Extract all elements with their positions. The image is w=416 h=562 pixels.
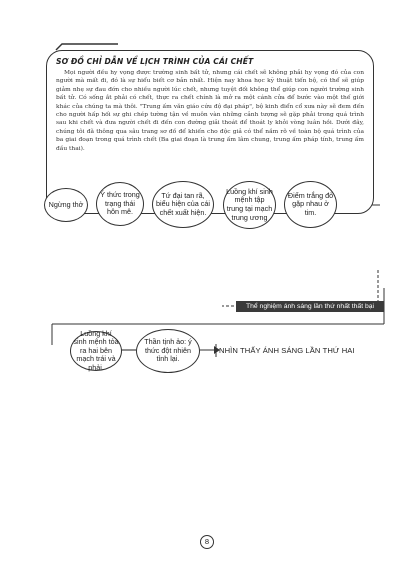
flow-node-label: Luồng khí sinh mệnh tập trung tại mạch trung ương: [226, 186, 273, 222]
flow-node-drops-meet: [284, 181, 337, 228]
flow-node-wind-spreads: [70, 328, 122, 372]
intro-text: Mọi người đều hy vọng được trường sinh bất tử, nhưng cái chết sẽ không phải hy vọng đó của con người mà mất đi, đó là sự hiểu biết cơ bản nhất. Hiện nay khoa học kỹ thuật tiến bộ, có thể sẽ giúp giảm nhẹ sự đau đớn cho nhiều người lúc chết, nhưng tuyệt đối không thể giúp con người trường sinh bất tử. Có sống ắt phải có chết, thực ra chết chính là mở ra một cánh cửa để bước vào một thế giới khác của chúng ta mà thôi. "Trung ấm văn giáo cứu độ đại pháp", bộ kinh điển cổ xưa này sẽ đem đến cho người hấp hối sự ghi chép tường tận về muôn vàn những cảnh tượng sẽ gặp phải trong quá trình sau khi chết và đưa người chết đi đến con đường giải thoát để thoát ly khỏi vòng luân hồi. Dưới đây, chúng tôi đã thông qua sâu trang sơ đồ để khiến cho độc giả có thể nắm rõ về toàn bộ quá trình của ba giai đoạn trong quá trình chết (Ba giai đoạn là trung ấm lâm chung, trung ấm pháp tính, trung ấm đầu thai).: [56, 70, 364, 152]
flow-node-label: Ý thức trong trạng thái hôn mê.: [100, 190, 140, 217]
flow-node-elements-dissolve: [152, 181, 214, 228]
flow-node-label: Luồng khí sinh mệnh tỏa ra hai bên mạch trái và phải.: [73, 328, 119, 372]
flow-node-unconscious: [96, 182, 144, 226]
flow-node-label: Thần tịnh ảo: ý thức đột nhiên tỉnh lại.: [144, 337, 192, 364]
second-light-label: NHÌN THẤY ÁNH SÁNG LẦN THỨ HAI: [219, 346, 355, 355]
flow-node-consciousness-wakes: [136, 329, 200, 373]
flow-node-stop-breathing: [44, 188, 88, 222]
flow-node-central-channel: [223, 181, 276, 229]
banner-first-light-failed: Thể nghiệm ánh sáng lần thứ nhất thất bại: [236, 301, 384, 312]
page-number: 8: [200, 535, 214, 549]
flow-node-label: Điểm trắng đỏ gặp nhau ở tim.: [287, 190, 334, 217]
intro-title: SƠ ĐỒ CHỈ DẪN VỀ LỊCH TRÌNH CỦA CÁI CHẾT: [56, 57, 254, 66]
flow-node-label: Tứ đại tan rã, biểu hiện của cái chết xuất hiện.: [156, 190, 210, 217]
flow-node-label: Ngừng thở: [48, 199, 84, 209]
